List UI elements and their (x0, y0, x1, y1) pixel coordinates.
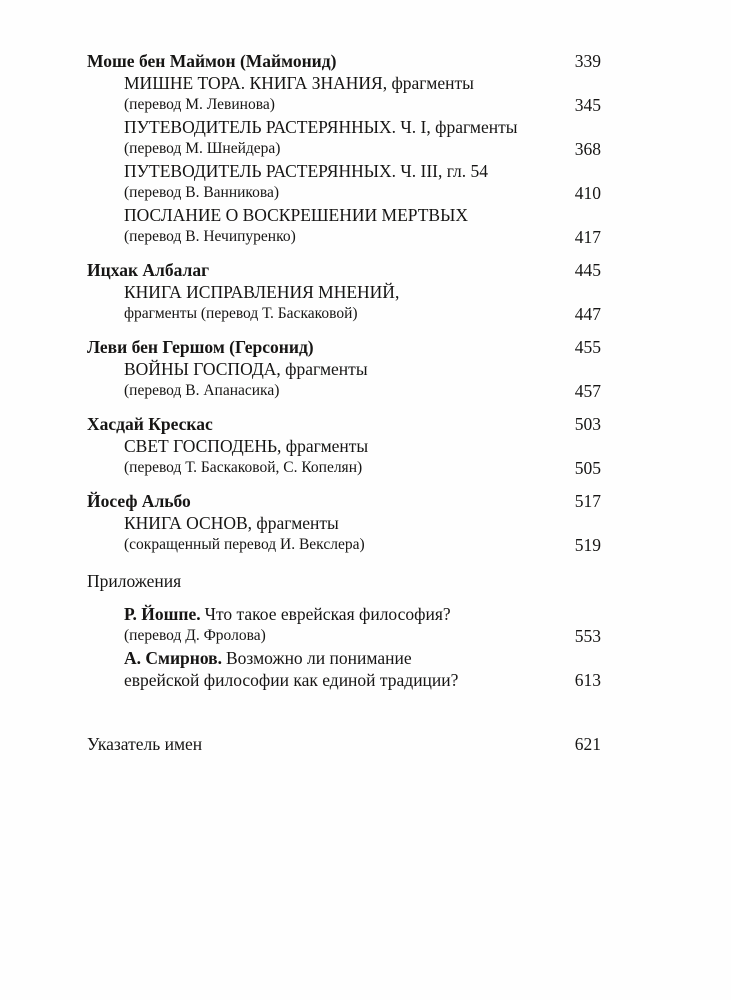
toc-work-row (87, 358, 601, 402)
appendix-item-text (87, 647, 561, 691)
toc-work-row (87, 116, 601, 160)
toc-work-row (87, 281, 601, 325)
toc-section (87, 50, 601, 248)
toc-section (87, 259, 601, 325)
toc-work-row (87, 204, 601, 248)
toc-page-number: 457 (574, 381, 601, 401)
toc-page-number: 519 (574, 535, 601, 555)
toc-author-row (87, 336, 601, 358)
toc-work-text (87, 116, 561, 160)
toc-work-text (87, 160, 561, 204)
toc-page-number: 503 (574, 414, 601, 434)
toc-author-name: Хасдай Крескас (87, 414, 213, 434)
toc-page-number: 345 (574, 95, 601, 115)
name-index-label: Указатель имен (87, 734, 203, 754)
toc-work-note: фрагменты (перевод Т. Баскаковой) (124, 305, 358, 322)
appendices-heading: Приложения (87, 571, 182, 591)
toc-page-number: 339 (574, 51, 601, 71)
appendix-item-text (87, 603, 561, 647)
toc-page-number: 505 (574, 458, 601, 478)
appendix-item-title-continued: еврейской философии как единой традиции? (124, 670, 459, 690)
toc-section (87, 336, 601, 402)
appendix-item-author: Р. Йошпе. (124, 604, 201, 624)
toc-content (87, 50, 601, 755)
toc-work-text (87, 512, 561, 556)
toc-work-text (87, 281, 561, 325)
toc-section (87, 490, 601, 556)
toc-work-row (87, 512, 601, 556)
toc-author-row (87, 413, 601, 435)
name-index-row (87, 733, 601, 755)
toc-work-row (87, 435, 601, 479)
toc-work-note: (сокращенный перевод И. Векслера) (124, 536, 365, 553)
toc-page-number: 447 (574, 304, 601, 324)
toc-work-note: (перевод Т. Баскаковой, С. Копелян) (124, 459, 363, 476)
appendix-item-line1 (124, 647, 561, 669)
toc-work-title: ПОСЛАНИЕ О ВОСКРЕШЕНИИ МЕРТВЫХ (124, 205, 468, 225)
toc-work-title: ВОЙНЫ ГОСПОДА, фрагменты (124, 359, 368, 379)
toc-author-row (87, 50, 601, 72)
toc-page-number: 517 (574, 491, 601, 511)
toc-work-title: СВЕТ ГОСПОДЕНЬ, фрагменты (124, 436, 369, 456)
toc-author-name: Леви бен Гершом (Герсонид) (87, 337, 314, 357)
toc-work-title: МИШНЕ ТОРА. КНИГА ЗНАНИЯ, фрагменты (124, 73, 474, 93)
toc-work-row (87, 72, 601, 116)
toc-work-note: (перевод М. Левинова) (124, 96, 275, 113)
toc-page-number: 553 (574, 626, 601, 646)
toc-work-note: (перевод В. Апанасика) (124, 382, 280, 399)
toc-page-number: 417 (574, 227, 601, 247)
appendix-item-row (87, 647, 601, 691)
toc-work-text (87, 435, 561, 479)
toc-work-text (87, 358, 561, 402)
toc-author-name: Моше бен Маймон (Маймонид) (87, 51, 337, 71)
toc-work-note: (перевод М. Шнейдера) (124, 140, 281, 157)
toc-author-name: Ицхак Албалаг (87, 260, 210, 280)
toc-page-number: 621 (574, 734, 601, 754)
toc-work-text (87, 72, 561, 116)
toc-work-row (87, 160, 601, 204)
toc-page-number: 613 (574, 670, 601, 690)
toc-work-title: ПУТЕВОДИТЕЛЬ РАСТЕРЯННЫХ. Ч. I, фрагменты (124, 117, 518, 137)
toc-page-number: 445 (574, 260, 601, 280)
toc-work-title: ПУТЕВОДИТЕЛЬ РАСТЕРЯННЫХ. Ч. III, гл. 54 (124, 161, 489, 181)
toc-work-text (87, 204, 561, 248)
appendix-item-title: Возможно ли понимание (226, 648, 412, 668)
toc-page-number: 410 (574, 183, 601, 203)
appendix-item-row (87, 603, 601, 647)
toc-author-name: Йосеф Альбо (87, 491, 191, 511)
appendix-item-note: (перевод Д. Фролова) (124, 627, 266, 644)
toc-page-number: 455 (574, 337, 601, 357)
toc-work-title: КНИГА ОСНОВ, фрагменты (124, 513, 339, 533)
toc-section (87, 413, 601, 479)
toc-author-row (87, 259, 601, 281)
appendix-item-author: А. Смирнов. (124, 648, 222, 668)
toc-page-number: 368 (574, 139, 601, 159)
toc-work-note: (перевод В. Нечипуренко) (124, 228, 296, 245)
toc-work-note: (перевод В. Ванникова) (124, 184, 280, 201)
appendices-section (87, 570, 601, 691)
appendix-item-title: Что такое еврейская философия? (204, 604, 451, 624)
toc-work-title: КНИГА ИСПРАВЛЕНИЯ МНЕНИЙ, (124, 282, 400, 302)
appendix-item-line1 (124, 603, 561, 625)
toc-author-row (87, 490, 601, 512)
